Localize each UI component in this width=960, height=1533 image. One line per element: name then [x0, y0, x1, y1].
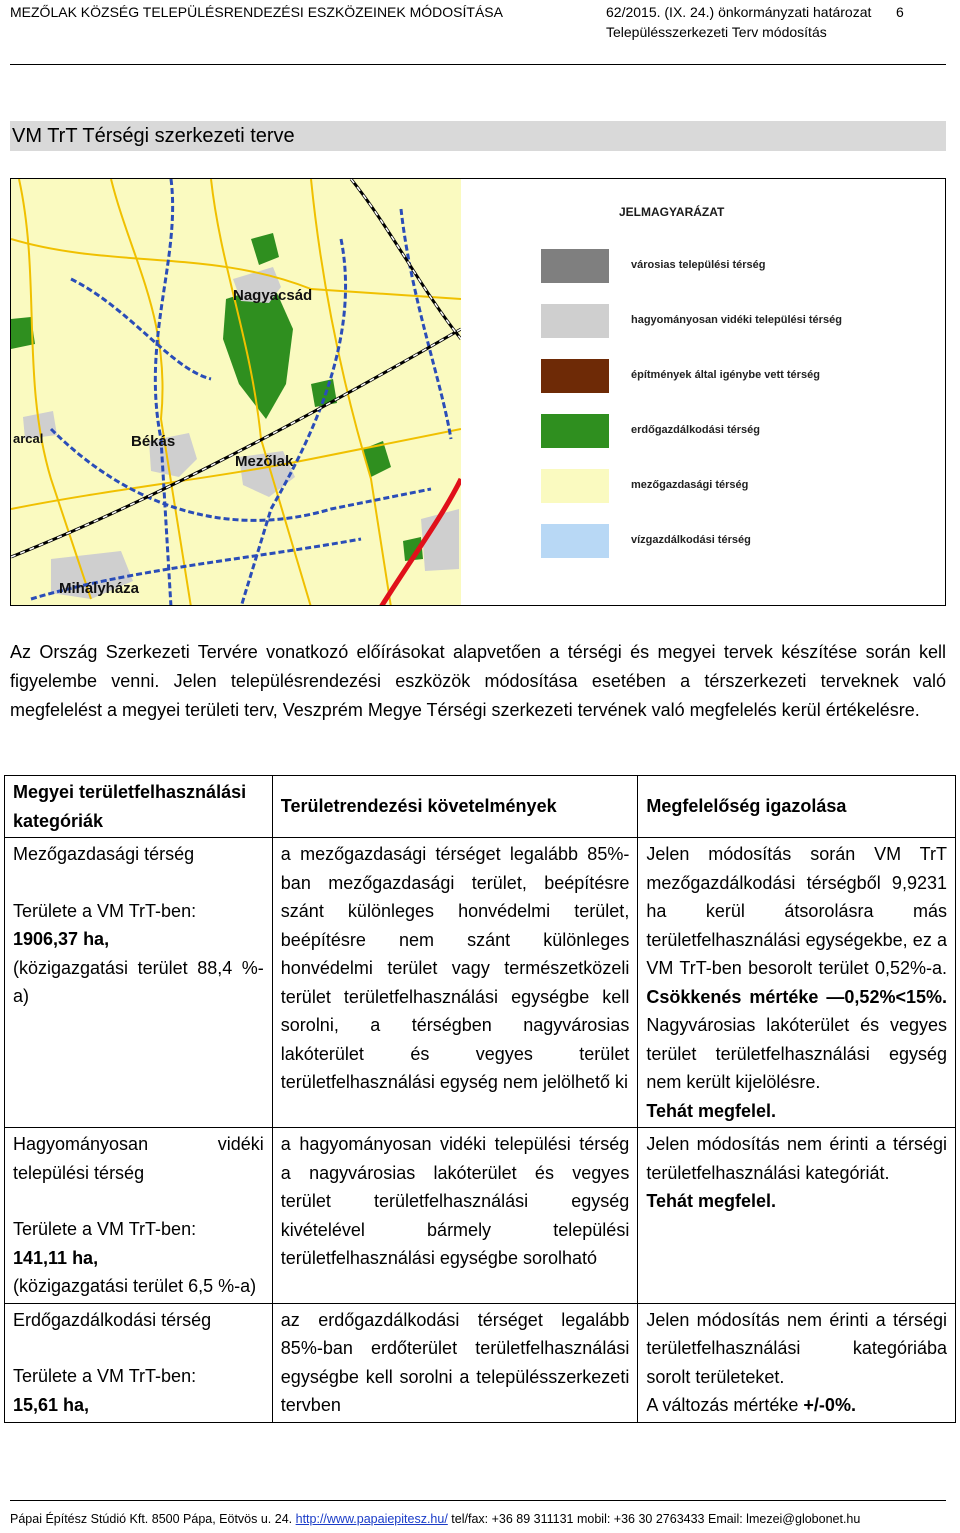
document-title: MEZŐLAK KÖZSÉG TELEPÜLÉSRENDEZÉSI ESZKÖZEINEK MÓDOSÍTÁSA: [10, 4, 503, 20]
legend-swatch: [541, 304, 609, 338]
proof-change-label: A változás mértéke: [646, 1395, 799, 1415]
area-share: (közigazgatási terület 6,5 %-a): [13, 1276, 257, 1296]
category-name: Hagyományosan vidéki települési térség: [13, 1134, 264, 1183]
table-row: [5, 1128, 956, 1304]
requirements-table: [4, 775, 956, 1423]
proof-text: Jelen módosítás nem érinti a térségi területfelhasználási kategóriába sorolt területeket.: [646, 1309, 947, 1387]
category-name: Erdőgazdálkodási térség: [13, 1309, 212, 1330]
area-value: 1906,37 ha,: [13, 929, 110, 949]
table-header-row: [5, 776, 956, 838]
area-label: Területe a VM TrT-ben:: [13, 900, 197, 921]
place-label-nagyacsad: Nagyacsád: [233, 287, 313, 304]
proof-cell: [638, 1128, 956, 1304]
place-label-marcal: arcal: [13, 431, 44, 446]
proof-cell: [638, 838, 956, 1128]
footer-website-link[interactable]: http://www.papaiepitesz.hu/: [295, 1512, 448, 1526]
proof-change: [646, 1391, 947, 1420]
footer-address: Pápai Építész Stúdió Kft. 8500 Pápa, Eötvös u. 24.: [10, 1512, 293, 1526]
decree-reference: 62/2015. (IX. 24.) önkormányzati határozat: [606, 4, 872, 20]
place-label-bekas: Békás: [131, 433, 176, 450]
page-number: 6: [896, 4, 904, 20]
category-cell: [5, 838, 273, 1128]
requirement-cell: a mezőgazdasági térséget legalább 85%-ban mezőgazdasági terület, beépítésre szánt különleges honvédelmi terület, beépítésre nem szánt különleges honvédelmi terület vagy természetközeli terület területfelhasználási egységbe kell sorolni, a térségben nagyvárosias lakóterület és vegyes terület területfelhasználási egység nem jelölhető ki: [272, 838, 638, 1128]
category-cell: [5, 1303, 273, 1422]
proof-change-value: +/-0%.: [803, 1395, 856, 1415]
legend-title: JELMAGYARÁZAT: [619, 205, 725, 219]
legend-swatch: [541, 469, 609, 503]
column-header-requirements: Területrendezési követelmények: [272, 776, 638, 838]
legend-label: erdőgazdálkodási térség: [631, 424, 760, 436]
proof-conclusion: Tehát megfelel.: [646, 1191, 777, 1211]
legend-swatch: [541, 359, 609, 393]
legend-swatch: [541, 524, 609, 558]
legend-swatch: [541, 414, 609, 448]
header-divider: [10, 64, 946, 65]
map-image: [11, 179, 461, 606]
area-value: 141,11 ha,: [13, 1247, 99, 1268]
proof-text-2: Nagyvárosias lakóterület és vegyes terület területfelhasználási egység nem került kijelölésre.: [646, 1015, 947, 1092]
page-footer: [10, 1500, 946, 1526]
page-header: [10, 4, 950, 48]
intro-paragraph: Az Ország Szerkezeti Tervére vonatkozó előírásokat alapvetően a térségi és megyei tervek készítése során kell figyelembe venni. Jelen településrendezési eszközök módosítása esetében a térszerkezeti terveknek való megfelelést a megyei területi terv, Veszprém Megye Térségi szerkezeti tervének való megfelelés kerül értékelésre.: [10, 642, 946, 720]
document-subtitle: Településszerkezeti Terv módosítás: [606, 24, 827, 40]
legend-label: építmények által igénybe vett térség: [631, 369, 820, 381]
proof-cell: [638, 1303, 956, 1422]
legend-label: hagyományosan vidéki települési térség: [631, 314, 842, 326]
legend-label: vízgazdálkodási térség: [631, 534, 751, 546]
table-row: [5, 1303, 956, 1422]
area-label: Területe a VM TrT-ben:: [13, 1219, 197, 1239]
footer-contacts: tel/fax: +36 89 311131 mobil: +36 30 2763433 Email: lmezei@globonet.hu: [451, 1512, 861, 1526]
table-row: [5, 838, 956, 1128]
proof-text: Jelen módosítás nem érinti a térségi területfelhasználási kategóriát.: [646, 1134, 947, 1183]
category-name: Mezőgazdasági térség: [13, 844, 195, 864]
proof-text: Jelen módosítás során VM TrT mezőgazdálkodási térségből 9,9231 ha kerül átsorolásra más területfelhasználási egységekbe, ez a VM TrT-ben besorolt terület 0,52%-a.: [646, 844, 947, 978]
legend-label: városias települési térség: [631, 259, 766, 271]
regional-structure-map: [10, 178, 946, 606]
legend-label: mezőgazdasági térség: [631, 479, 749, 491]
place-label-mihalyhaza: Mihályháza: [59, 580, 140, 597]
area-label: Területe a VM TrT-ben:: [13, 1366, 197, 1386]
place-label-mezolak: Mezőlak: [235, 453, 294, 470]
column-header-category: Megyei területfelhasználási kategóriák: [5, 776, 273, 838]
requirement-cell: a hagyományosan vidéki települési térség a nagyvárosias lakóterület és vegyes terület területfelhasználási egység kivételével bármely települési területfelhasználási egységbe sorolható: [272, 1128, 638, 1304]
requirement-cell: az erdőgazdálkodási térséget legalább 85%-ban erdőterület területfelhasználási egységbe kell sorolni a településszerkezeti tervben: [272, 1303, 638, 1422]
area-share: (közigazgatási terület 88,4 %-a): [13, 957, 264, 1006]
legend-swatch: [541, 249, 609, 283]
area-value: 15,61 ha,: [13, 1394, 90, 1415]
category-cell: [5, 1128, 273, 1304]
column-header-proof: Megfelelőség igazolása: [638, 776, 956, 838]
proof-decrease: Csökkenés mértéke —0,52%<15%.: [646, 986, 947, 1007]
section-title: VM TrT Térségi szerkezeti terve: [10, 121, 946, 151]
proof-conclusion: Tehát megfelel.: [646, 1100, 777, 1121]
